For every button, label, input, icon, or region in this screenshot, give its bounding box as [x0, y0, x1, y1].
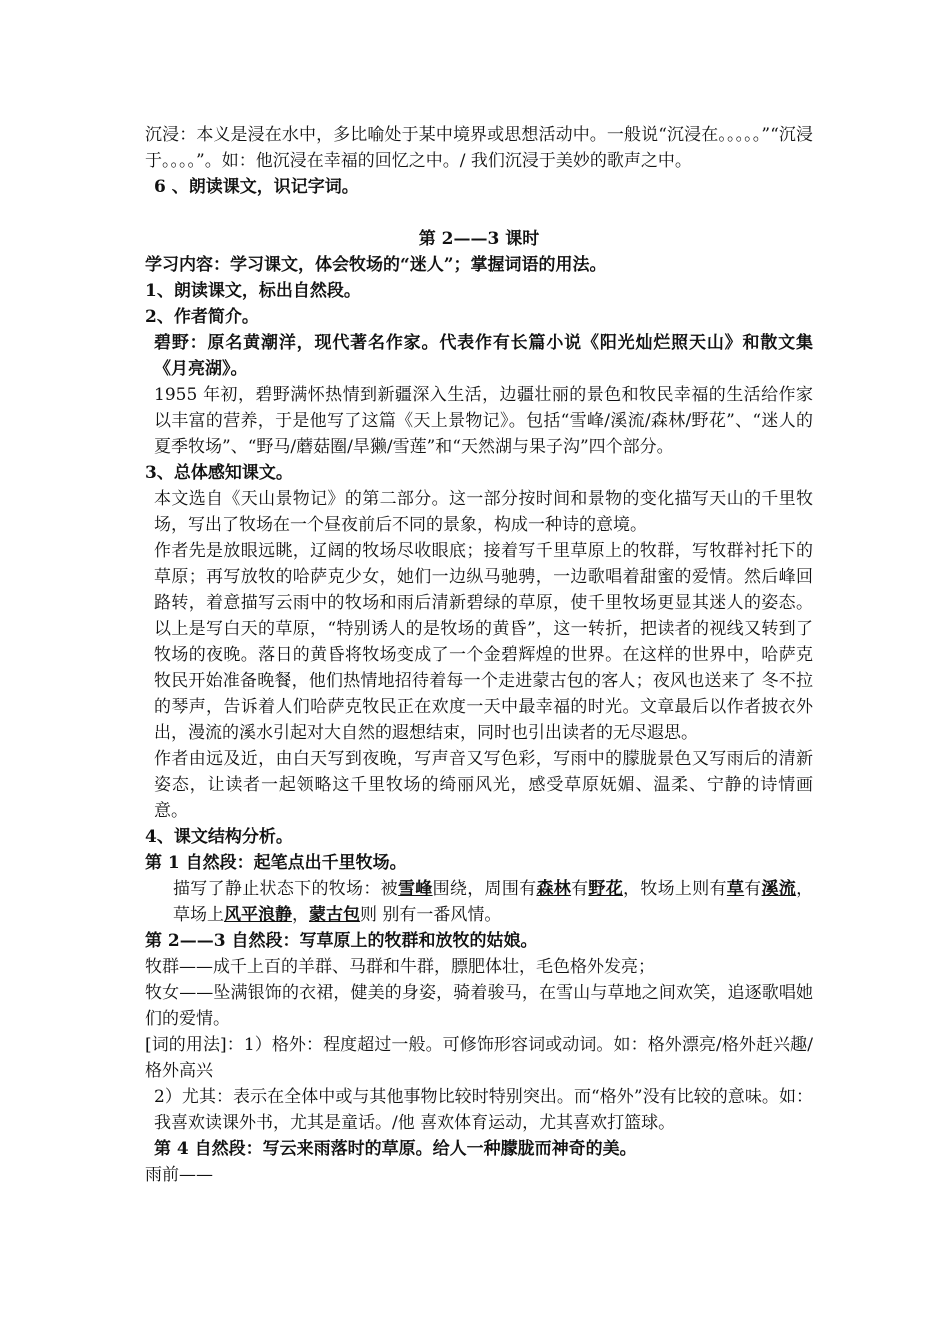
- word-usage-1: [词的用法]：1）格外：程度超过一般。可修饰形容词或动词。如：格外漂亮/格外赶兴趣/格外高兴: [145, 1035, 813, 1081]
- overview-paragraph-2: 作者先是放眼远眺，辽阔的牧场尽收眼底；接着写千里草原上的牧群，写牧群衬托下的草原；再写放牧的哈萨克少女，她们一边纵马驰骋，一边歌唱着甜蜜的爱情。然后峰回路转，着意描写云雨中的牧场和雨后清新碧绿的草原，使千里牧场更显其迷人的姿态。以上是写白天的草原，“特别诱人的是牧场的黄昏”，这一转折，把读者的视线又转到了牧场的夜晚。落日的黄昏将牧场变成了一个金碧辉煌的世界。在这样的世界中，哈萨克牧民开始准备晚餐，他们热情地招待着每一个走进蒙古包的客人；夜风也送来了 冬不拉的琴声，告诉着人们哈萨克牧民正在欢度一天中最幸福的时光。文章最后以作者披衣外出，漫流的溪水引起对大自然的遐想结束，同时也引出读者的无尽遐思。: [154, 541, 813, 743]
- keyword: 溪流: [761, 879, 797, 899]
- before-rain: 雨前——: [145, 1165, 213, 1185]
- keyword: 雪峰: [397, 879, 433, 899]
- para1-heading: 第 1 自然段：起笔点出千里牧场。: [145, 853, 407, 873]
- text-run: ，草场上: [173, 879, 814, 925]
- intro-paragraph: 沉浸：本义是浸在水中，多比喻处于某中境界或思想活动中。一般说“沉浸在。。。。。”“沉浸于。。。。”。如：他沉浸在幸福的回忆之中。/ 我们沉浸于美妙的歌声之中。: [145, 125, 813, 171]
- keyword: 风平浪静: [224, 905, 292, 925]
- step-3: 3、总体感知课文。: [145, 463, 293, 483]
- text-run: 有: [571, 879, 589, 899]
- step-2: 2、作者简介。: [145, 307, 259, 327]
- step-1: 1、朗读课文，标出自然段。: [145, 281, 361, 301]
- keyword: 草: [726, 879, 745, 899]
- para1-text: [145, 876, 813, 928]
- item-6: 6 、朗读课文，识记字词。: [154, 177, 359, 197]
- keyword: 森林: [536, 879, 572, 899]
- keyword: 野花: [588, 879, 624, 899]
- lesson-title: 第 2——3 课时: [418, 229, 540, 249]
- text-run: ，牧场上则有: [623, 879, 727, 899]
- overview-paragraph-3: 作者由远及近，由白天写到夜晚，写声音又写色彩，写雨中的朦胧景色又写雨后的清新姿态，让读者一起领略这千里牧场的绮丽风光，感受草原妩媚、温柔、宁静的诗情画意。: [154, 749, 813, 821]
- herdgirl-line: 牧女——坠满银饰的衣裙，健美的身姿，骑着骏马，在雪山与草地之间欢笑，追逐歌唱她们的爱情。: [145, 983, 813, 1029]
- document-page: [145, 122, 813, 1188]
- text-run: 描写了静止状态下的牧场：被: [173, 879, 398, 899]
- text-run: 有: [744, 879, 762, 899]
- overview-paragraph-1: 本文选自《天山景物记》的第二部分。这一部分按时间和景物的变化描写天山的千里牧场，写出了牧场在一个昼夜前后不同的景象，构成一种诗的意境。: [154, 489, 813, 535]
- word-usage-2: 2）尤其：表示在全体中或与其他事物比较时特别突出。而“格外”没有比较的意味。如：我喜欢读课外书，尤其是童话。/他 喜欢体育运动，尤其喜欢打篮球。: [154, 1087, 813, 1133]
- keyword: 蒙古包: [309, 905, 360, 925]
- herd-line: 牧群——成千上百的羊群、马群和牛群，膘肥体壮，毛色格外发亮；: [145, 957, 655, 977]
- step-4: 4、课文结构分析。: [145, 827, 293, 847]
- author-background: 1955 年初，碧野满怀热情到新疆深入生活，边疆壮丽的景色和牧民幸福的生活给作家以丰富的营养，于是他写了这篇《天上景物记》。包括“雪峰/溪流/森林/野花”、“迷人的夏季牧场”、“野马/蘑菇圈/旱獭/雪莲”和“天然湖与果子沟”四个部分。: [154, 385, 813, 457]
- blank-line: [145, 200, 813, 226]
- author-bio: 碧野：原名黄潮洋，现代著名作家。代表作有长篇小说《阳光灿烂照天山》和散文集《月亮湖》。: [154, 333, 813, 379]
- text-run: ，: [292, 905, 309, 925]
- text-run: 围绕，周围有: [432, 879, 537, 899]
- study-content: 学习内容：学习课文，体会牧场的“迷人”；掌握词语的用法。: [145, 255, 607, 275]
- para23-heading: 第 2——3 自然段：写草原上的牧群和放牧的姑娘。: [145, 931, 538, 951]
- text-run: 则 别有一番风情。: [360, 905, 502, 925]
- para4-heading: 第 4 自然段：写云来雨落时的草原。给人一种朦胧而神奇的美。: [154, 1139, 637, 1159]
